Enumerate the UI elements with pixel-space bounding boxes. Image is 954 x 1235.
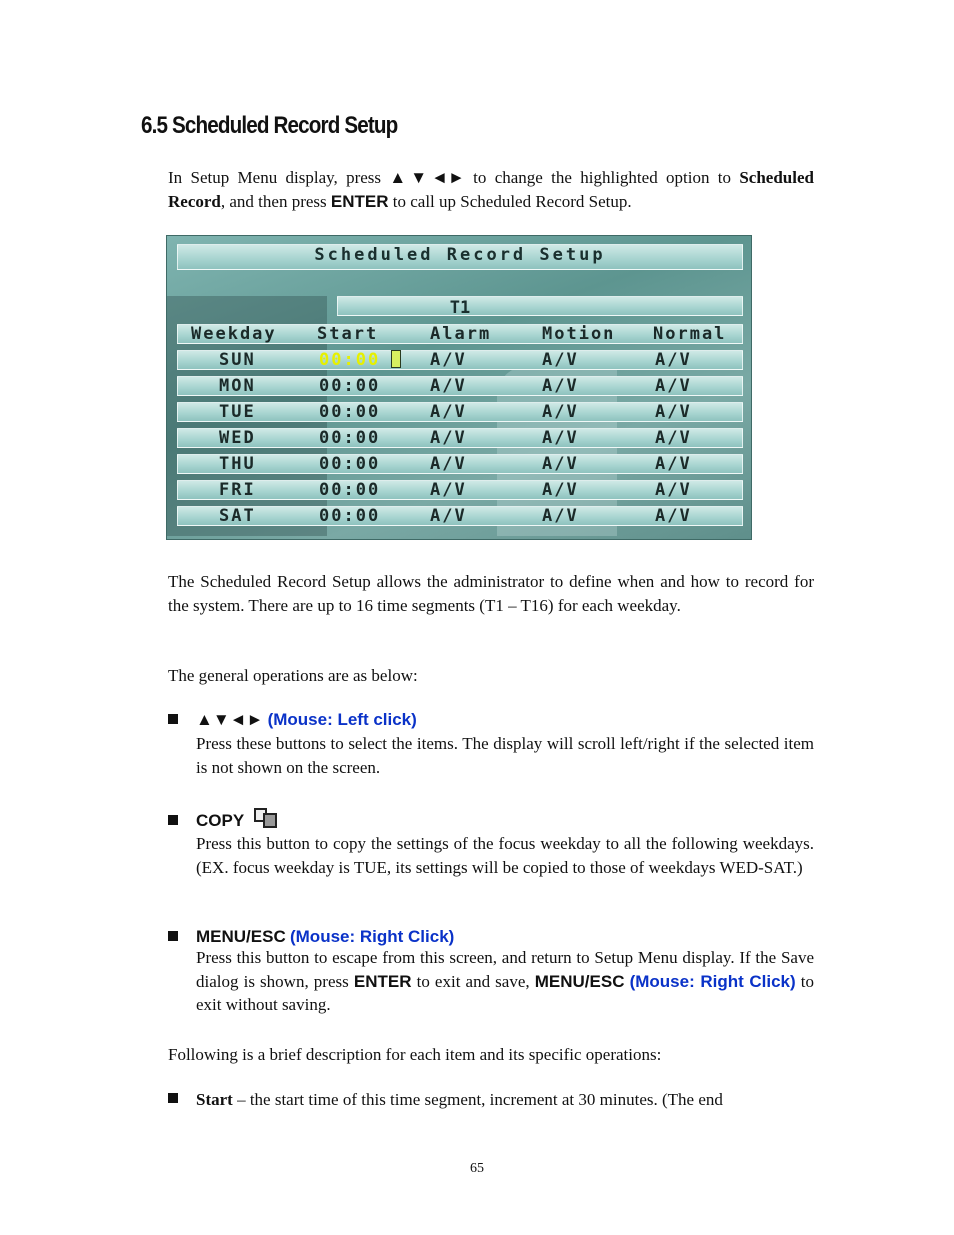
- operations-intro: The general operations are as below:: [168, 666, 418, 685]
- menu-body-text-2: to exit and save,: [411, 971, 535, 991]
- osd-day: TUE: [219, 402, 256, 422]
- osd-motion: A/V: [542, 428, 579, 448]
- mouse-right-click: (Mouse: Right Click): [289, 927, 455, 946]
- osd-day: THU: [219, 454, 256, 474]
- menu-body-text-1: Press this button to escape from this screen, and return to Setup Menu display. If the Save dialog is shown, press: [196, 948, 814, 991]
- item-menu-heading: [196, 925, 454, 949]
- intro-text-3: , and then press: [220, 191, 331, 211]
- osd-start: 00:00: [319, 454, 381, 474]
- osd-motion: A/V: [542, 454, 579, 474]
- mouse-left-click: (Mouse: Left click): [267, 710, 417, 729]
- intro-text-1: In Setup Menu display, press: [168, 168, 390, 187]
- osd-normal: A/V: [655, 402, 692, 422]
- item-copy-body: Press this button to copy the settings of the focus weekday to all the following weekdays. (EX. focus weekday is TUE, its settings will be copied to those of weekdays WED-SAT.): [196, 834, 814, 877]
- enter-key: ENTER: [353, 971, 412, 991]
- osd-start: 00:00: [319, 402, 381, 422]
- osd-alarm: A/V: [430, 454, 467, 474]
- osd-alarm: A/V: [430, 428, 467, 448]
- arrow-keys: ▲▼◄►: [389, 168, 465, 187]
- osd-normal: A/V: [655, 454, 692, 474]
- osd-start: 00:00: [319, 506, 381, 526]
- bullet: [168, 931, 178, 941]
- enter-key: ENTER: [330, 191, 389, 211]
- copy-label: COPY: [196, 811, 245, 830]
- osd-col-start: Start: [317, 324, 379, 344]
- osd-day: SAT: [219, 506, 256, 526]
- item-arrows-heading: [196, 708, 417, 732]
- osd-col-motion: Motion: [542, 324, 616, 344]
- osd-col-alarm: Alarm: [430, 324, 492, 344]
- bullet: [168, 714, 178, 724]
- osd-alarm: A/V: [430, 402, 467, 422]
- description-paragraph: The Scheduled Record Setup allows the administrator to define when and how to record for the system. There are up to 16 time segments (T1 – T16) for each weekday.: [168, 572, 814, 615]
- osd-normal: A/V: [655, 428, 692, 448]
- intro-paragraph: [168, 166, 814, 213]
- osd-spinner-icon: [391, 350, 401, 368]
- osd-alarm: A/V: [430, 480, 467, 500]
- osd-motion: A/V: [542, 402, 579, 422]
- page-number: 65: [470, 1161, 484, 1176]
- osd-motion: A/V: [542, 480, 579, 500]
- osd-normal: A/V: [655, 506, 692, 526]
- osd-day: MON: [219, 376, 256, 396]
- menu-esc-label: MENU/ESC: [196, 927, 286, 946]
- menu-body-text-3: to exit without saving.: [196, 971, 814, 1014]
- osd-motion: A/V: [542, 350, 579, 370]
- osd-start-selected: 00:00: [319, 350, 381, 370]
- osd-title: Scheduled Record Setup: [314, 245, 606, 265]
- item-arrows-body: Press these buttons to select the items. The display will scroll left/right if the selected item is not shown on the screen.: [196, 734, 814, 777]
- osd-day: WED: [219, 428, 256, 448]
- osd-motion: A/V: [542, 506, 579, 526]
- item-menu-body: [196, 946, 814, 1017]
- osd-alarm: A/V: [430, 350, 467, 370]
- osd-motion: A/V: [542, 376, 579, 396]
- mouse-right-click: (Mouse: Right Click): [629, 971, 796, 991]
- osd-start: 00:00: [319, 480, 381, 500]
- osd-day: FRI: [219, 480, 256, 500]
- osd-normal: A/V: [655, 376, 692, 396]
- bullet: [168, 815, 178, 825]
- osd-start: 00:00: [319, 376, 381, 396]
- menu-esc-label: MENU/ESC: [534, 971, 625, 991]
- arrow-keys: ▲▼◄►: [196, 710, 264, 729]
- osd-normal: A/V: [655, 480, 692, 500]
- osd-normal: A/V: [655, 350, 692, 370]
- intro-text-4: to call up Scheduled Record Setup.: [388, 191, 632, 211]
- osd-segment-label: T1: [449, 298, 471, 318]
- osd-day: SUN: [219, 350, 256, 370]
- start-label: Start: [196, 1090, 233, 1109]
- items-intro: Following is a brief description for each item and its specific operations:: [168, 1045, 662, 1064]
- osd-start: 00:00: [319, 428, 381, 448]
- section-heading: 6.5 Scheduled Record Setup: [141, 112, 398, 139]
- osd-col-normal: Normal: [653, 324, 727, 344]
- copy-icon: [254, 808, 280, 828]
- osd-alarm: A/V: [430, 376, 467, 396]
- bullet: [168, 1093, 178, 1103]
- start-text: – the start time of this time segment, increment at 30 minutes. (The end: [232, 1090, 723, 1109]
- intro-text-2: to change the highlighted option to: [464, 168, 740, 187]
- scheduled-record-screenshot: [166, 235, 752, 540]
- intro-bold: Scheduled Record: [168, 168, 814, 211]
- osd-alarm: A/V: [430, 506, 467, 526]
- item-start-body: [196, 1088, 814, 1112]
- item-copy-heading: [196, 808, 280, 833]
- osd-col-weekday: Weekday: [191, 324, 277, 344]
